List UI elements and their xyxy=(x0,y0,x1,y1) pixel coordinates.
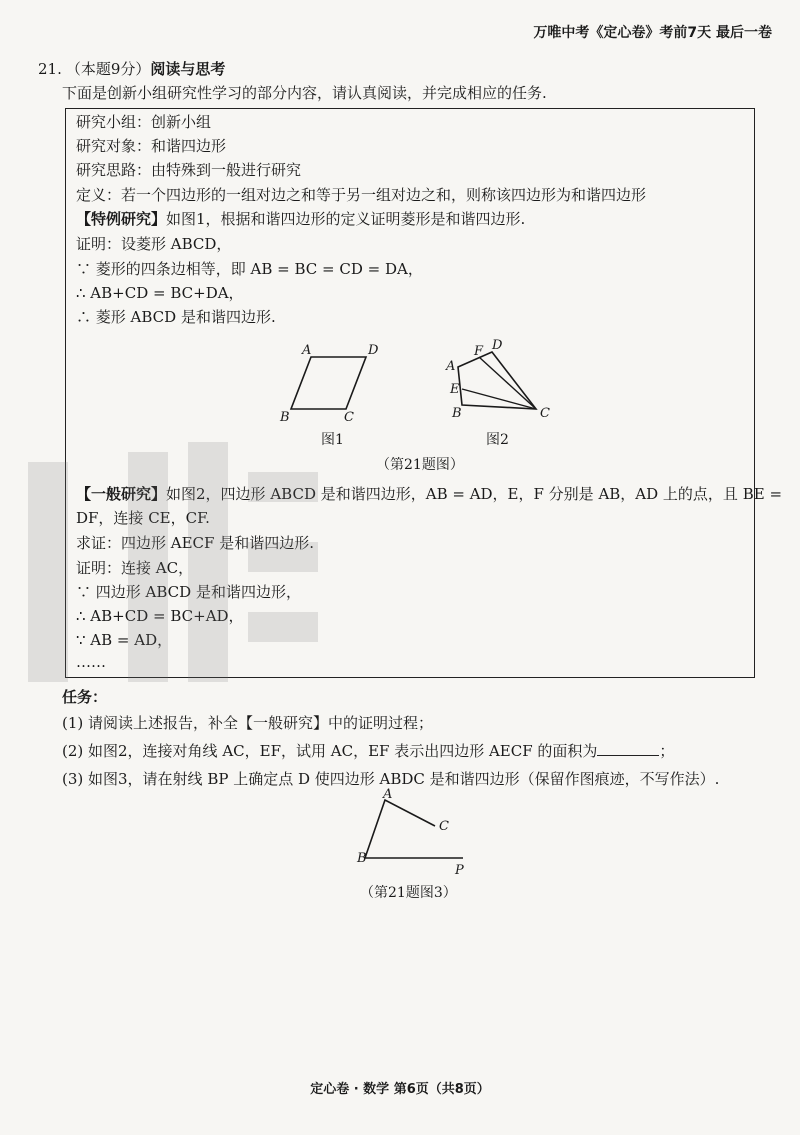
fig2-label-f: F xyxy=(474,344,484,359)
special-study xyxy=(76,208,525,229)
fig3-label-p: P xyxy=(455,863,464,878)
fig1-label-a: A xyxy=(302,343,312,358)
question-intro: 下面是创新小组研究性学习的部分内容，请认真阅读，并完成相应的任务. xyxy=(62,84,547,102)
page-header: 万唯中考《定心卷》考前7天 最后一卷 xyxy=(533,25,772,41)
research-approach: 研究思路：由特殊到一般进行研究 xyxy=(76,161,302,179)
figure-2-quadrilateral xyxy=(436,337,556,427)
general-proof-2: ∵ 四边形 ABCD 是和谐四边形， xyxy=(76,583,301,601)
task-2-text: (2) 如图2，连接对角线 AC，EF，试用 AC，EF 表示出四边形 AECF 的面积为 xyxy=(62,742,598,760)
general-proof-4: ∵ AB = AD， xyxy=(76,631,173,649)
figure-3 xyxy=(355,788,475,878)
fig2-label-c: C xyxy=(540,406,550,421)
task-2 xyxy=(62,740,674,761)
page-footer: 定心卷 · 数学 第6页（共8页） xyxy=(310,1082,490,1097)
special-proof-1: 证明：设菱形 ABCD， xyxy=(76,235,232,253)
task-3: (3) 如图3，请在射线 BP 上确定点 D 使四边形 ABDC 是和谐四边形（保留作图痕迹，不写作法）. xyxy=(62,770,720,788)
general-proof-5: …… xyxy=(76,653,106,671)
tasks-heading xyxy=(62,686,107,707)
task-2-end: ； xyxy=(659,742,675,760)
figure-1-caption: 图1 xyxy=(321,432,344,448)
special-proof-2: ∵ 菱形的四条边相等，即 AB = BC = CD = DA， xyxy=(76,260,423,278)
question-title: 阅读与思考 xyxy=(150,60,226,78)
figure-1-rhombus xyxy=(276,339,386,424)
special-study-tag: 【特例研究】 xyxy=(76,210,167,228)
task-2-answer-blank[interactable] xyxy=(597,741,659,756)
figure-3-caption: （第21题图3） xyxy=(360,885,457,901)
special-study-text: 如图1，根据和谐四边形的定义证明菱形是和谐四边形. xyxy=(166,210,526,228)
fig2-label-b: B xyxy=(452,406,462,421)
fig3-label-b: B xyxy=(357,851,367,866)
fig2-label-e: E xyxy=(450,382,460,397)
research-group: 研究小组：创新小组 xyxy=(76,113,212,131)
special-proof-4: ∴ 菱形 ABCD 是和谐四边形. xyxy=(76,308,276,326)
tasks-heading-text: 任务： xyxy=(62,688,108,706)
question-number: 21. xyxy=(38,60,62,78)
general-claim: 求证：四边形 AECF 是和谐四边形. xyxy=(76,534,314,552)
general-proof-3: ∴ AB+CD = BC+AD， xyxy=(76,607,244,625)
fig1-label-b: B xyxy=(280,410,290,424)
definition: 定义：若一个四边形的一组对边之和等于另一组对边之和，则称该四边形为和谐四边形 xyxy=(76,186,647,204)
research-report-box xyxy=(65,108,783,678)
general-study-tag: 【一般研究】 xyxy=(76,485,167,503)
general-study-line-1 xyxy=(76,483,782,504)
fig3-label-c: C xyxy=(439,819,449,834)
fig2-label-a: A xyxy=(446,359,456,374)
figure-group-caption: （第21题图） xyxy=(376,457,464,473)
fig1-label-c: C xyxy=(344,410,354,424)
task-1: (1) 请阅读上述报告，补全【一般研究】中的证明过程； xyxy=(62,714,434,732)
question-title-line xyxy=(38,58,225,79)
fig3-label-a: A xyxy=(383,788,393,802)
fig1-label-d: D xyxy=(368,343,379,358)
general-study-text-1: 如图2，四边形 ABCD 是和谐四边形，AB = AD，E，F 分别是 AB，AD 上的点，且 BE = xyxy=(166,485,783,503)
general-study-text-2: DF，连接 CE，CF. xyxy=(76,509,210,527)
special-proof-3: ∴ AB+CD = BC+DA， xyxy=(76,284,244,302)
research-object: 研究对象：和谐四边形 xyxy=(76,137,227,155)
general-proof-1: 证明：连接 AC， xyxy=(76,559,194,577)
fig2-label-d: D xyxy=(492,338,503,353)
question-meta: （本题9分） xyxy=(65,60,151,78)
figure-2-caption: 图2 xyxy=(486,432,509,448)
